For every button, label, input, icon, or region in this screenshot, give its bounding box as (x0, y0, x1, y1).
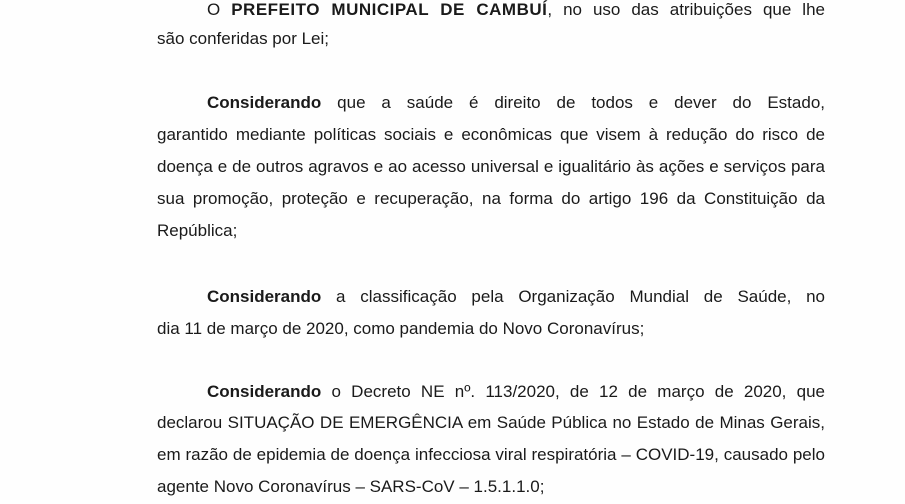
considerando-label: Considerando (207, 382, 322, 401)
paragraph-3-line-1 (207, 375, 825, 409)
paragraph-text: o Decreto NE nº. 113/2020, de 12 de março de 2020, que (321, 382, 825, 401)
considerando-label: Considerando (207, 287, 322, 306)
considerando-label: Considerando (207, 93, 322, 112)
intro-line-2: são conferidas por Lei; (157, 29, 329, 48)
paragraph-1-line-2: garantido mediante políticas sociais e econômicas que visem à redução do risco de (157, 125, 825, 144)
mayor-title: PREFEITO MUNICIPAL DE CAMBUÍ (231, 0, 548, 19)
intro-text: , no uso das atribuições que lhe (547, 0, 825, 19)
paragraph-1-line-4: sua promoção, proteção e recuperação, na forma do artigo 196 da Constituição da (157, 189, 825, 208)
paragraph-2-line-2: dia 11 de março de 2020, como pandemia do Novo Coronavírus; (157, 319, 645, 338)
paragraph-2-line-1 (207, 280, 825, 314)
paragraph-3-line-2: declarou SITUAÇÃO DE EMERGÊNCIA em Saúde Pública no Estado de Minas Gerais, (157, 413, 825, 432)
paragraph-text: a classificação pela Organização Mundial de Saúde, no (321, 287, 825, 306)
intro-text: O (207, 0, 232, 19)
paragraph-3-line-3: em razão de epidemia de doença infecciosa viral respiratória – COVID-19, causado pelo (157, 445, 825, 464)
paragraph-3-line-4: agente Novo Coronavírus – SARS-CoV – 1.5.1.1.0; (157, 477, 545, 496)
paragraph-1-line-1 (207, 86, 825, 120)
paragraph-text: que a saúde é direito de todos e dever do Estado, (321, 93, 825, 112)
paragraph-1-line-3: doença e de outros agravos e ao acesso universal e igualitário às ações e serviços para (157, 157, 825, 176)
paragraph-1-line-5: República; (157, 221, 238, 240)
